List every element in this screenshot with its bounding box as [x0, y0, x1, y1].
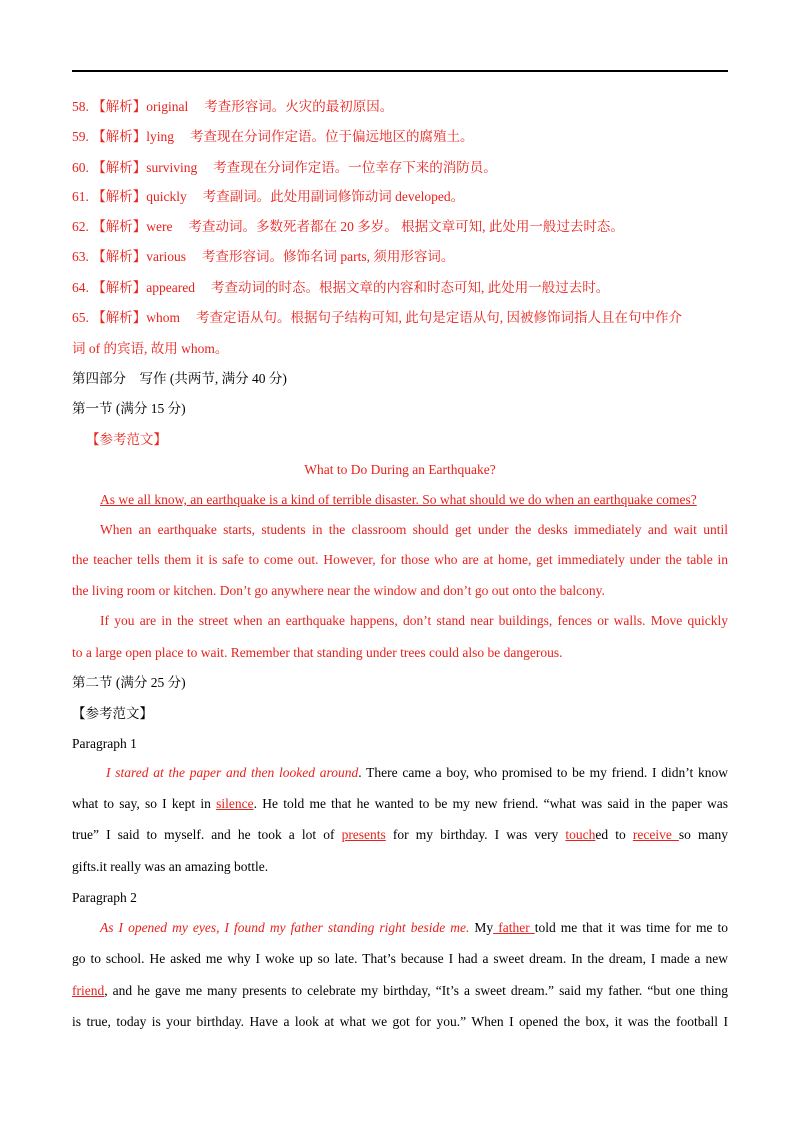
para1-line3: true” I said to myself. and he took a lot of presents for my birthday. I was very touched to receive so many: [72, 827, 728, 842]
essay-p1-line2: the teacher tells them it is safe to come out. However, for those who are at home, get immediately under the table in: [72, 552, 728, 567]
para2-line3: friend, and he gave me many presents to celebrate my birthday, “It’s a sweet dream.” said my father. “but one thing: [72, 983, 728, 998]
answer-60: 60. 【解析】surviving 考查现在分词作定语。一位幸存下来的消防员。: [72, 160, 497, 175]
answer-62: 62. 【解析】were 考查动词。多数死者都在 20 多岁。 根据文章可知, 此处用一般过去时态。: [72, 219, 624, 234]
sample-tag: 【参考范文】: [86, 432, 167, 447]
para2-line1: As I opened my eyes, I found my father standing right beside me. My father told me that it was time for me to: [100, 920, 728, 935]
sample-tag-2: 【参考范文】: [72, 706, 153, 721]
para1-line4: gifts.it really was an amazing bottle.: [72, 859, 269, 874]
essay-p2-line1: If you are in the street when an earthquake happens, don’t stand near buildings, fences or walls. Move quickly: [100, 613, 728, 628]
para2-line4: is true, today is your birthday. Have a look at what we got for you.” When I opened the box, it was the football I: [72, 1014, 728, 1029]
answer-59: 59. 【解析】lying 考查现在分词作定语。位于偏远地区的腐殖土。: [72, 129, 474, 144]
essay-p1-line1: When an earthquake starts, students in the classroom should get under the desks immediately and wait until: [100, 522, 728, 537]
para2-line2: go to school. He asked me why I woke up so late. That’s because I had a sweet dream. In the dream, I made a new: [72, 951, 728, 966]
para1-line2: what to say, so I kept in silence. He told me that he wanted to be my new friend. “what was said in the paper was: [72, 796, 728, 811]
essay-p2-line2: to a large open place to wait. Remember that standing under trees could also be dangerous.: [72, 645, 563, 660]
essay-p1-line3: the living room or kitchen. Don’t go anywhere near the window and don’t go out onto the balcony.: [72, 583, 605, 598]
para1-line1: I stared at the paper and then looked around. There came a boy, who promised to be my friend. I didn’t know: [106, 765, 728, 780]
paragraph2-label: Paragraph 2: [72, 890, 137, 905]
answer-65-cont: 词 of 的宾语, 故用 whom。: [72, 341, 229, 356]
answer-64: 64. 【解析】appeared 考查动词的时态。根据文章的内容和时态可知, 此处用一般过去时。: [72, 280, 610, 295]
essay-title: What to Do During an Earthquake?: [304, 462, 496, 477]
paragraph1-label: Paragraph 1: [72, 736, 137, 751]
section1-heading: 第一节 (满分 15 分): [72, 401, 186, 416]
answer-65: 65. 【解析】whom 考查定语从句。根据句子结构可知, 此句是定语从句, 因被修饰词指人且在句中作介: [72, 310, 682, 325]
answer-63: 63. 【解析】various 考查形容词。修饰名词 parts, 须用形容词。: [72, 249, 455, 264]
header-rule: [72, 70, 728, 72]
answer-58: 58. 【解析】original 考查形容词。火灾的最初原因。: [72, 99, 394, 114]
part4-heading: 第四部分 写作 (共两节, 满分 40 分): [72, 371, 287, 386]
section2-heading: 第二节 (满分 25 分): [72, 675, 186, 690]
essay-intro: As we all know, an earthquake is a kind of terrible disaster. So what should we do when an earthquake comes?: [100, 492, 697, 507]
answer-61: 61. 【解析】quickly 考查副词。此处用副词修饰动词 developed。: [72, 189, 465, 204]
